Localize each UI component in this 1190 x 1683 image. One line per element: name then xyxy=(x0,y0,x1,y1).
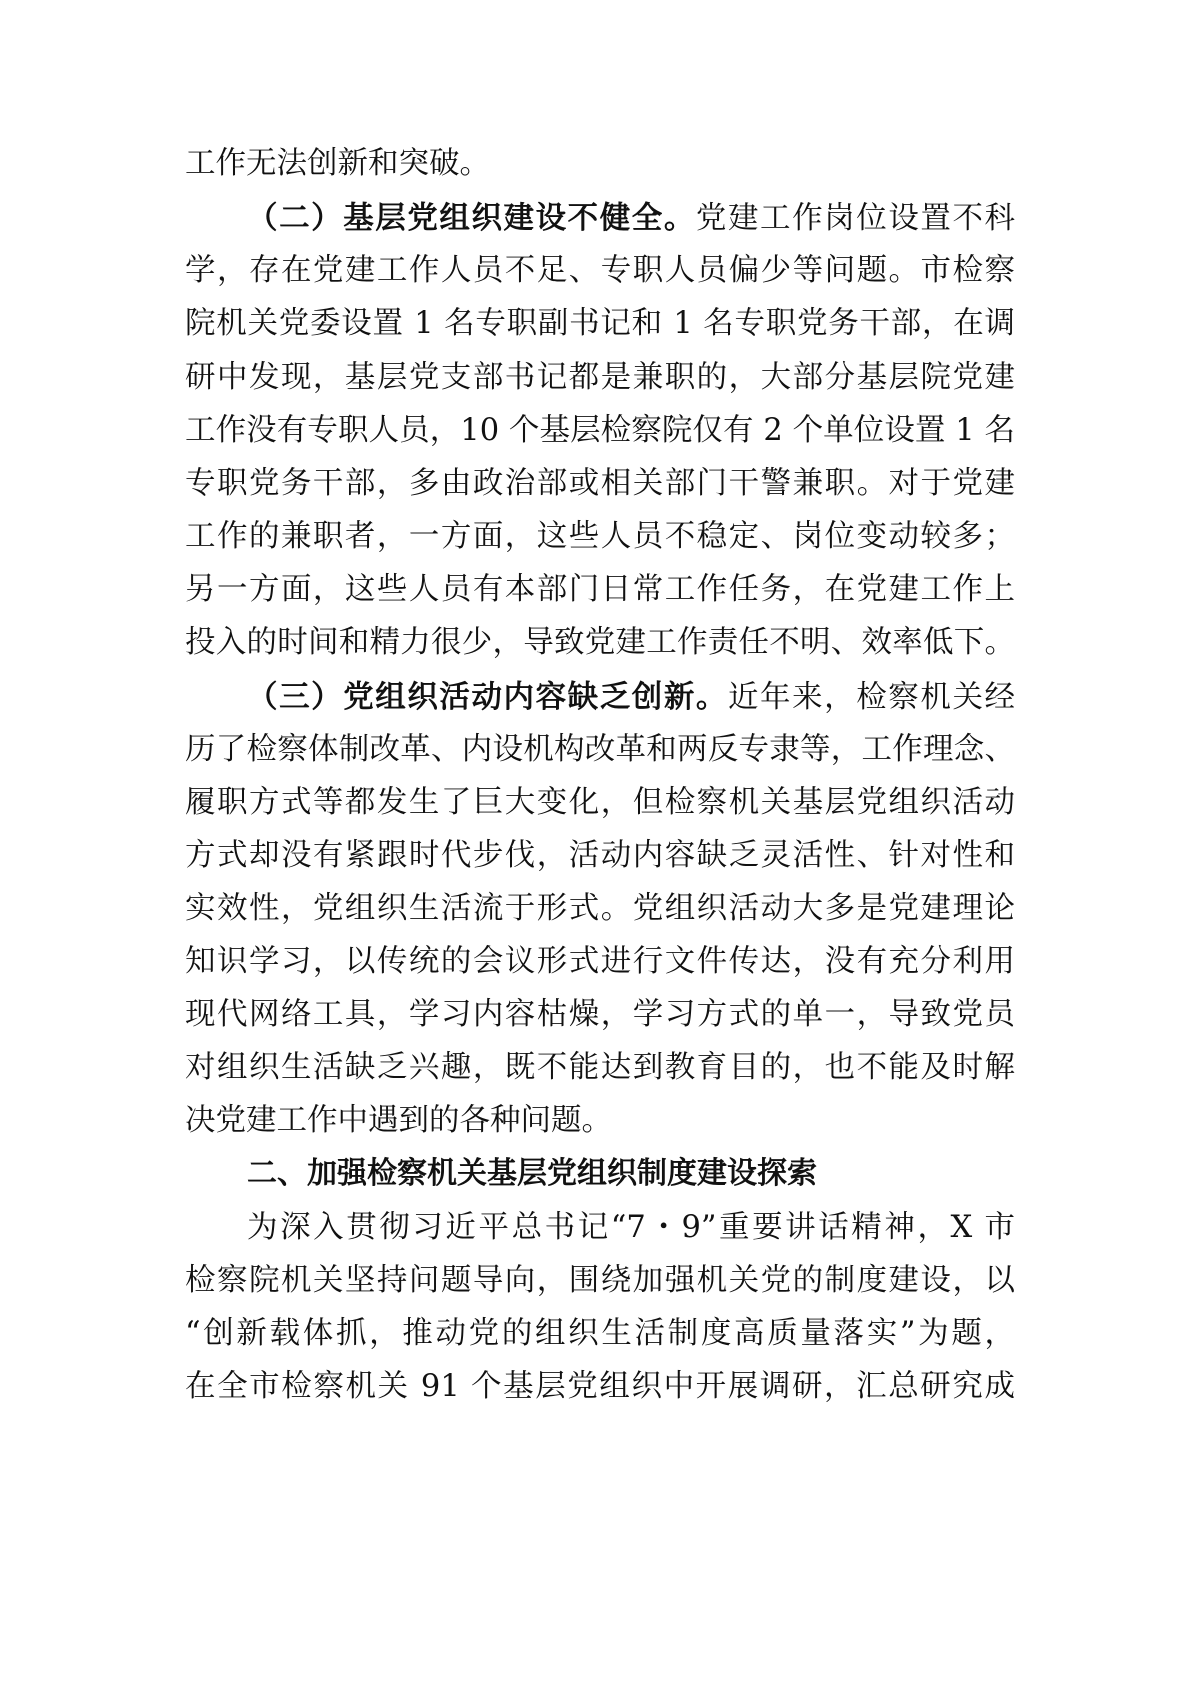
text-line: 检察院机关坚持问题导向，围绕加强机关党的制度建设，以 xyxy=(185,1263,1015,1298)
text-line: 投入的时间和精力很少，导致党建工作责任不明、效率低下。 xyxy=(185,625,1015,660)
text-line: 研中发现，基层党支部书记都是兼职的，大部分基层院党建 xyxy=(185,360,1015,395)
text-line: 另一方面，这些人员有本部门日常工作任务，在党建工作上 xyxy=(185,572,1015,607)
text-line: 历了检察体制改革、内设机构改革和两反专隶等，工作理念、 xyxy=(185,732,1015,767)
section-3-title: （三）党组织活动内容缺乏创新。 xyxy=(247,679,728,715)
text-line: 现代网络工具，学习内容枯燥，学习方式的单一，导致党员 xyxy=(185,997,1015,1032)
section-2-text: 党建工作岗位设置不科 xyxy=(695,201,1015,236)
section-3-first-line xyxy=(247,673,1015,721)
text-line: 在全市检察机关 91 个基层党组织中开展调研，汇总研究成 xyxy=(185,1369,1015,1404)
text-line: 院机关党委设置 1 名专职副书记和 1 名专职党务干部，在调 xyxy=(185,306,1015,341)
text-line: 专职党务干部，多由政治部或相关部门干警兼职。对于党建 xyxy=(185,466,1015,501)
text-line: 实效性，党组织生活流于形式。党组织活动大多是党建理论 xyxy=(185,891,1015,926)
text-line: 工作的兼职者，一方面，这些人员不稳定、岗位变动较多； xyxy=(185,519,1015,554)
text-line: 履职方式等都发生了巨大变化，但检察机关基层党组织活动 xyxy=(185,785,1015,820)
text-line: 工作没有专职人员，10 个基层检察院仅有 2 个单位设置 1 名 xyxy=(185,413,1015,448)
text-line: 方式却没有紧跟时代步伐，活动内容缺乏灵活性、针对性和 xyxy=(185,838,1015,873)
text-line: 工作无法创新和突破。 xyxy=(185,146,490,181)
text-line: 决党建工作中遇到的各种问题。 xyxy=(185,1103,612,1138)
text-line: “创新载体抓，推动党的组织生活制度高质量落实”为题， xyxy=(185,1316,1015,1351)
text-line: 为深入贯彻习近平总书记“7・9”重要讲话精神，X 市 xyxy=(247,1210,1015,1245)
text-line: 知识学习，以传统的会议形式进行文件传达，没有充分利用 xyxy=(185,944,1015,979)
section-2-title: （二）基层党组织建设不健全。 xyxy=(247,200,696,236)
section-heading: 二、加强检察机关基层党组织制度建设探索 xyxy=(247,1156,817,1191)
section-2-first-line xyxy=(247,194,1015,242)
text-line: 对组织生活缺乏兴趣，既不能达到教育目的，也不能及时解 xyxy=(185,1050,1015,1085)
section-3-text: 近年来，检察机关经 xyxy=(727,680,1015,715)
text-line: 学，存在党建工作人员不足、专职人员偏少等问题。市检察 xyxy=(185,253,1015,288)
